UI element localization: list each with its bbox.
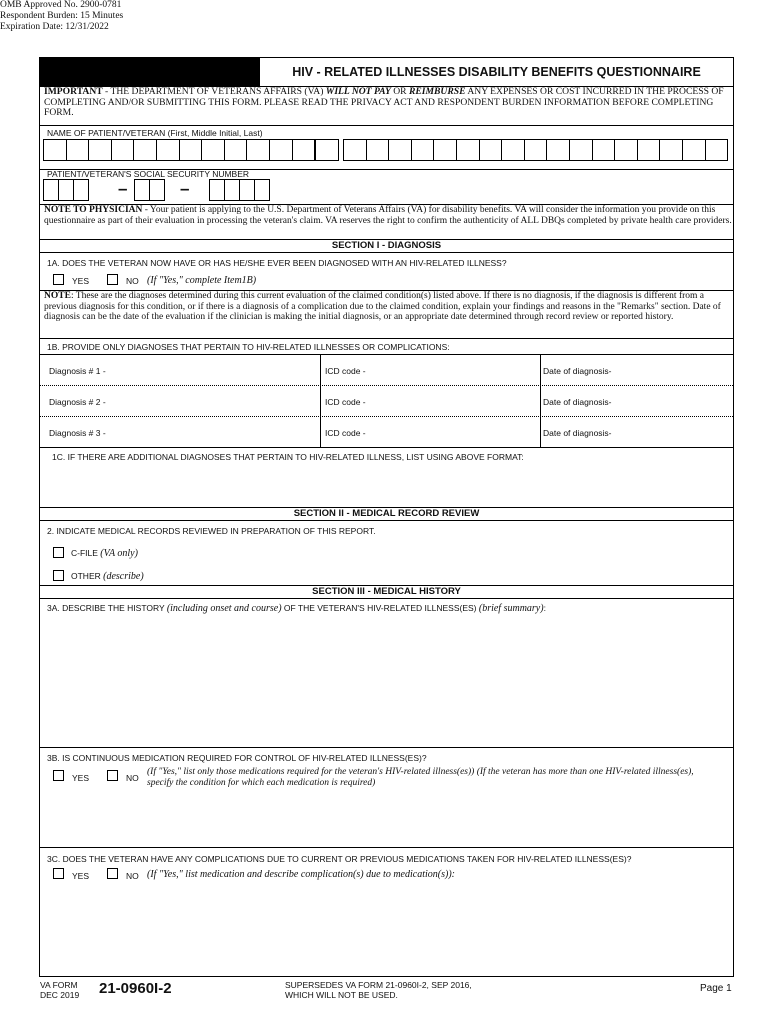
q3a-text-2: OF THE VETERAN'S HIV-RELATED ILLNESS(ES) <box>281 603 479 613</box>
omb-info <box>0 0 770 33</box>
question-2: 2. INDICATE MEDICAL RECORDS REVIEWED IN PREPARATION OF THIS REPORT. <box>47 526 376 536</box>
q3b-no-checkbox[interactable] <box>107 770 118 781</box>
first-name-cell[interactable] <box>246 139 270 161</box>
important-or: OR <box>390 86 409 97</box>
q3c-yes-label: YES <box>72 871 90 881</box>
ssn-field[interactable] <box>43 179 293 201</box>
question-3b: 3B. IS CONTINUOUS MEDICATION REQUIRED FOR CONTROL OF HIV-RELATED ILLNESS(ES)? <box>47 753 427 763</box>
first-name-cell[interactable] <box>269 139 293 161</box>
q3b-yes-checkbox[interactable] <box>53 770 64 781</box>
will-not-pay: WILL NOT PAY <box>325 86 391 97</box>
ssn-digit-cell[interactable] <box>58 179 74 201</box>
note-text: : These are the diagnoses determined during this current evaluation of the claimed condition(s) listed above. If there is no diagnosis, if the diagnosis is different from a previous diagnosis for this condition, or if there is a diagnosis of a complication due to the claimed condition, explain your findings and reasons in the "Remarks" section. Date of diagnosis can be the date of the evaluation if the clinician is making the initial diagnosis, or an appropriate date determined through record review or reported history. <box>44 291 721 322</box>
title-black-block <box>40 58 260 86</box>
footer-supersedes-1: SUPERSEDES VA FORM 21-0960I-2, SEP 2016, <box>285 980 472 990</box>
note-to-physician <box>44 205 732 226</box>
section-3-title: SECTION III - MEDICAL HISTORY <box>312 586 461 597</box>
c-file-label <box>71 548 138 559</box>
form-body <box>39 57 734 977</box>
first-name-cell[interactable] <box>201 139 225 161</box>
complications-field[interactable] <box>40 884 732 974</box>
last-name-cell[interactable] <box>456 139 480 161</box>
q3c-no-checkbox[interactable] <box>107 868 118 879</box>
last-name-cell[interactable] <box>659 139 683 161</box>
additional-diagnoses-field[interactable] <box>40 463 732 507</box>
first-name-cell[interactable] <box>133 139 157 161</box>
icd-code-2-field[interactable]: ICD code - <box>325 397 366 407</box>
icd-code-3-field[interactable]: ICD code - <box>325 428 366 438</box>
diagnosis-note <box>44 291 732 323</box>
last-name-cell[interactable] <box>479 139 503 161</box>
first-name-cell[interactable] <box>43 139 67 161</box>
q3a-italic-1: (including onset and course) <box>166 603 282 614</box>
date-of-diagnosis-3-field[interactable]: Date of diagnosis- <box>543 428 612 438</box>
first-name-cell[interactable] <box>179 139 203 161</box>
footer-va-form: VA FORM <box>40 980 78 990</box>
section-2-title: SECTION II - MEDICAL RECORD REVIEW <box>293 508 480 519</box>
question-1b: 1B. PROVIDE ONLY DIAGNOSES THAT PERTAIN TO HIV-RELATED ILLNESSES OR COMPLICATIONS: <box>47 342 450 352</box>
date-of-diagnosis-1-field[interactable]: Date of diagnosis- <box>543 366 612 376</box>
last-name-cell[interactable] <box>705 139 729 161</box>
icd-code-1-field[interactable]: ICD code - <box>325 366 366 376</box>
omb-approval: OMB Approved No. 2900-0781 <box>0 0 122 10</box>
ssn-label: PATIENT/VETERAN'S SOCIAL SECURITY NUMBER <box>47 169 250 179</box>
last-name-cell[interactable] <box>569 139 593 161</box>
history-field[interactable] <box>40 615 732 745</box>
footer-date: DEC 2019 <box>40 990 80 1000</box>
q3b-yes-label: YES <box>72 773 90 783</box>
ssn-digit-cell[interactable] <box>239 179 255 201</box>
note-lead: NOTE <box>44 291 71 301</box>
question-3a <box>47 603 546 614</box>
q3c-no-label: NO <box>126 871 139 881</box>
footer-page-number: Page 1 <box>700 983 732 994</box>
ssn-digit-cell[interactable] <box>73 179 89 201</box>
q3a-italic-2: (brief summary) <box>478 603 544 614</box>
first-name-cell[interactable] <box>88 139 112 161</box>
first-name-cell[interactable] <box>156 139 180 161</box>
question-1a: 1A. DOES THE VETERAN NOW HAVE OR HAS HE/SHE EVER BEEN DIAGNOSED WITH AN HIV-RELATED ILLNESS? <box>47 258 507 268</box>
physician-lead: NOTE TO PHYSICIAN <box>44 205 143 215</box>
q1a-yes-label: YES <box>72 276 90 286</box>
c-file-italic: (VA only) <box>100 548 138 559</box>
last-name-cell[interactable] <box>343 139 367 161</box>
q3b-note-line-2: specify the condition for which each medication is required) <box>147 778 376 788</box>
q3a-text-1: 3A. DESCRIBE THE HISTORY <box>47 603 167 613</box>
footer-form-number: 21-0960I-2 <box>99 980 172 997</box>
first-name-cell[interactable] <box>292 139 316 161</box>
q3c-yes-checkbox[interactable] <box>53 868 64 879</box>
other-checkbox[interactable] <box>53 570 64 581</box>
physician-text: - Your patient is applying to the U.S. Department of Veterans Affairs (VA) for disability benefits. VA will consider the information you provide on this questionnaire as part of their evaluation in processing the veteran's claim. VA reserves the right to confirm the authenticity of ALL DBQs completed by private health care providers. <box>44 205 732 226</box>
name-field[interactable] <box>43 139 733 163</box>
last-name-cell[interactable] <box>614 139 638 161</box>
ssn-dash-2: – <box>180 179 190 198</box>
other-italic: (describe) <box>103 571 144 582</box>
other-text: OTHER <box>71 571 104 581</box>
first-name-cell[interactable] <box>224 139 248 161</box>
ssn-digit-cell[interactable] <box>209 179 225 201</box>
last-name-cell[interactable] <box>411 139 435 161</box>
question-3c: 3C. DOES THE VETERAN HAVE ANY COMPLICATIONS DUE TO CURRENT OR PREVIOUS MEDICATIONS TAKEN FOR HIV-RELATED ILLNESS(ES)? <box>47 854 632 864</box>
last-name-cell[interactable] <box>592 139 616 161</box>
last-name-cell[interactable] <box>682 139 706 161</box>
diagnosis-1-field[interactable]: Diagnosis # 1 - <box>49 366 106 376</box>
ssn-digit-cell[interactable] <box>254 179 270 201</box>
ssn-digit-cell[interactable] <box>134 179 150 201</box>
c-file-checkbox[interactable] <box>53 547 64 558</box>
ssn-digit-cell[interactable] <box>43 179 59 201</box>
medication-field[interactable] <box>40 791 732 846</box>
important-notice <box>44 87 730 119</box>
last-name-cell[interactable] <box>388 139 412 161</box>
ssn-digit-cell[interactable] <box>224 179 240 201</box>
reimburse: REIMBURSE <box>408 86 466 97</box>
diagnosis-3-field[interactable]: Diagnosis # 3 - <box>49 428 106 438</box>
last-name-cell[interactable] <box>366 139 390 161</box>
ssn-dash-1: – <box>118 179 128 198</box>
q1a-no-label: NO <box>126 276 139 286</box>
date-of-diagnosis-2-field[interactable]: Date of diagnosis- <box>543 397 612 407</box>
ssn-digit-cell[interactable] <box>149 179 165 201</box>
q3a-text-3: : <box>543 603 546 613</box>
question-1c: 1C. IF THERE ARE ADDITIONAL DIAGNOSES THAT PERTAIN TO HIV-RELATED ILLNESS, LIST USING ABOVE FORMAT: <box>52 452 524 462</box>
q1a-yes-checkbox[interactable] <box>53 274 64 285</box>
other-label <box>71 571 144 582</box>
important-lead: IMPORTANT <box>44 86 103 97</box>
q3b-note-line-1: (If "Yes," list only those medications required for the veteran's HIV-related illness(es)) (If the veteran has more than one HIV-related illness(es), <box>147 767 694 777</box>
important-text-1: - THE DEPARTMENT OF VETERANS AFFAIRS (VA) <box>102 86 326 97</box>
omb-burden: Respondent Burden: 15 Minutes <box>0 11 124 21</box>
first-name-cell[interactable] <box>66 139 90 161</box>
last-name-cell[interactable] <box>524 139 548 161</box>
middle-initial-cell[interactable] <box>315 139 339 161</box>
q1a-note: (If "Yes," complete Item1B) <box>147 275 257 286</box>
c-file-text: C-FILE <box>71 548 101 558</box>
last-name-cell[interactable] <box>501 139 525 161</box>
last-name-cell[interactable] <box>433 139 457 161</box>
q3b-no-label: NO <box>126 773 139 783</box>
q1a-no-checkbox[interactable] <box>107 274 118 285</box>
name-label: NAME OF PATIENT/VETERAN (First, Middle Initial, Last) <box>47 128 263 138</box>
last-name-cell[interactable] <box>546 139 570 161</box>
important-text-2: ANY EXPENSES OR COST INCURRED IN THE PROCESS OF COMPLETING AND/OR SUBMITTING THIS FORM. PLEASE READ THE PRIVACY ACT AND RESPONDENT BURDEN INFORMATION BEFORE COMPLETING FORM. <box>44 86 724 118</box>
diagnosis-2-field[interactable]: Diagnosis # 2 - <box>49 397 106 407</box>
footer-supersedes-2: WHICH WILL NOT BE USED. <box>285 990 398 1000</box>
last-name-cell[interactable] <box>637 139 661 161</box>
page-title: HIV - RELATED ILLNESSES DISABILITY BENEFITS QUESTIONNAIRE <box>292 65 701 79</box>
first-name-cell[interactable] <box>111 139 135 161</box>
q3c-note: (If "Yes," list medication and describe complication(s) due to medication(s)): <box>147 869 455 880</box>
omb-expiration: Expiration Date: 12/31/2022 <box>0 22 109 32</box>
section-1-title: SECTION I - DIAGNOSIS <box>331 240 442 251</box>
